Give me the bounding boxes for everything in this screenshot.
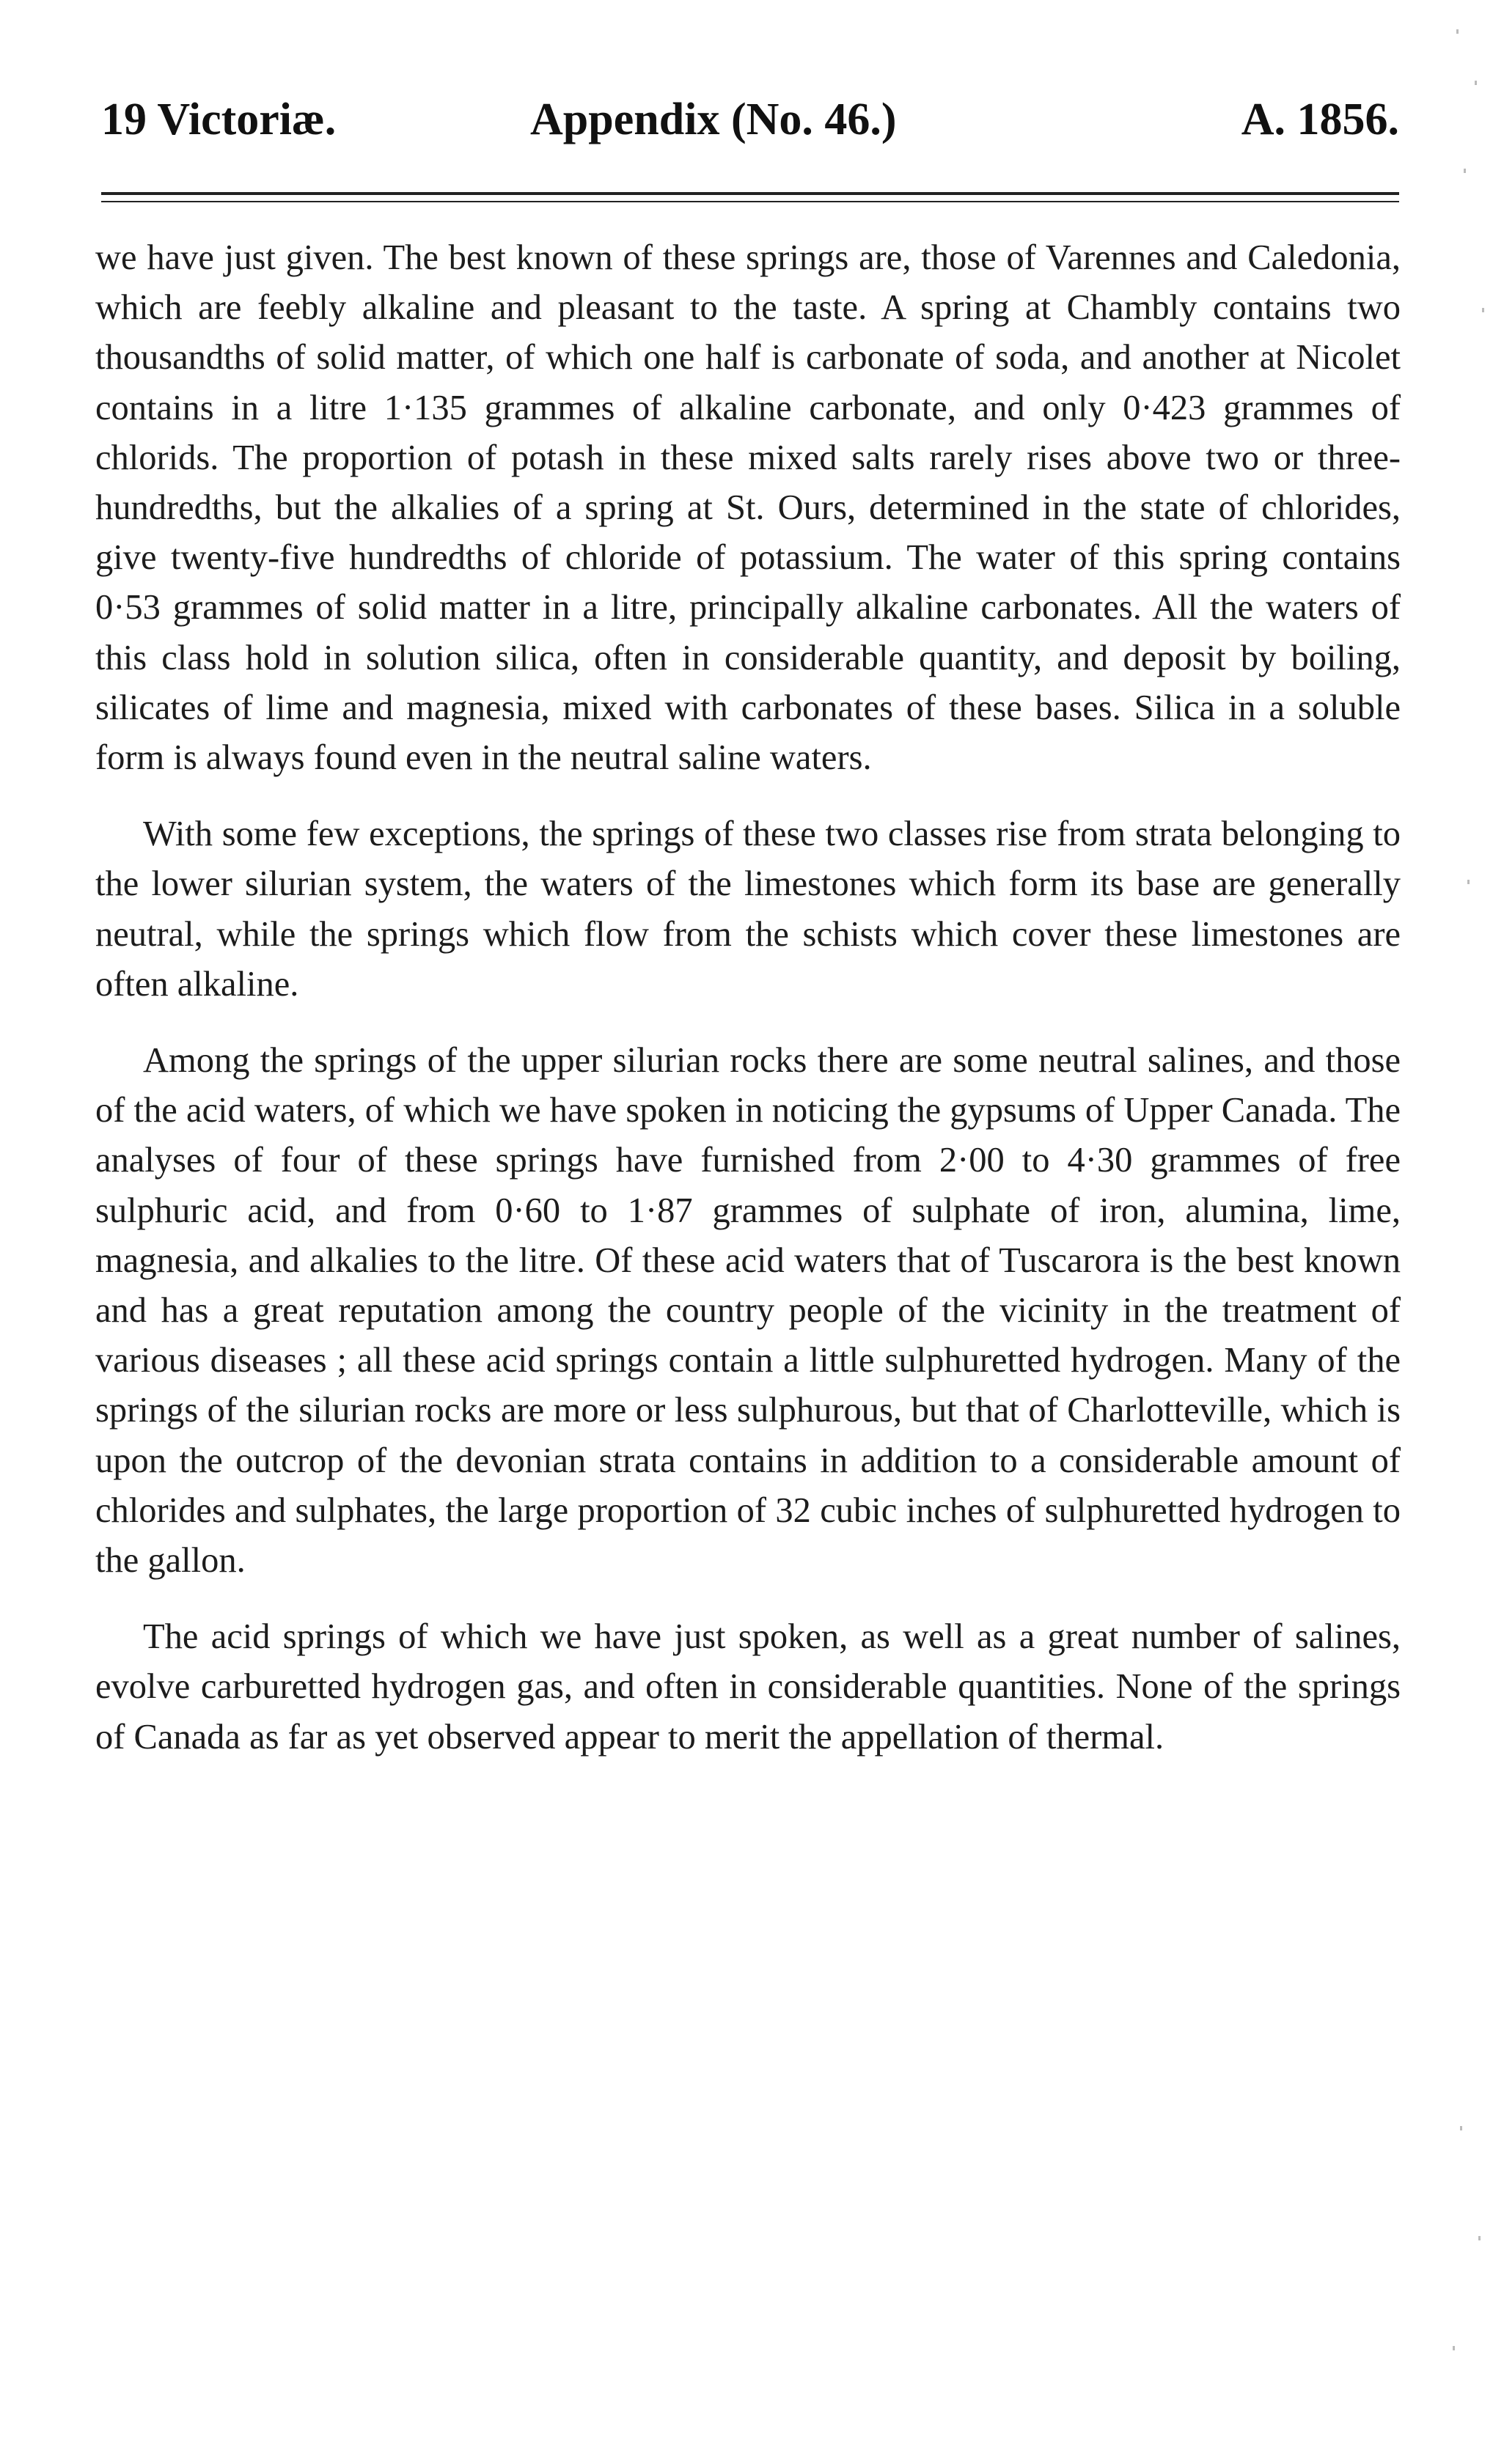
- header-appendix: Appendix (No. 46.): [530, 95, 897, 144]
- paragraph-continued: we have just given. The best known of these springs are, those of Varennes and Caledonia, which are feebly alkaline and pleasant to the taste. A spring at Chambly contains two thousandths of solid matter, of which one half is carbonate of soda, and another at Nicolet contains in a litre 1·135 grammes of alkaline carbonate, and only 0·423 grammes of chlorids. The proportion of potash in these mixed salts rarely rises above two or three-hundredths, but the alkalies of a spring at St. Ours, determined in the state of chlorides, give twenty-five hundredths of chloride of potassium. The water of this spring contains 0·53 grammes of solid matter in a litre, principally alkaline carbonates. All the waters of this class hold in solution silica, often in considerable quantity, and deposit by boiling, silicates of lime and magnesia, mixed with carbonates of these bases. Silica in a soluble form is always found even in the neutral saline waters.: [95, 238, 1401, 778]
- speck: [1467, 880, 1470, 884]
- header-year: A. 1856.: [1241, 95, 1399, 144]
- scan-margin-specks: [1442, 0, 1493, 2464]
- speck: [1478, 2236, 1481, 2240]
- page-body: [95, 233, 1401, 1762]
- header-rule-thick: [101, 192, 1399, 195]
- header-session: 19 Victoriæ.: [101, 95, 337, 144]
- speck: [1460, 2126, 1462, 2130]
- speck: [1453, 2346, 1455, 2350]
- speck: [1456, 29, 1459, 34]
- paragraph-acid-springs: The acid springs of which we have just spoken, as well as a great number of salines, evolve carburetted hydrogen gas, and often in considerable quantities. None of the springs of Canada as far as yet observed appear to merit the appellation of thermal.: [95, 1617, 1401, 1757]
- paragraph-upper-silurian: Among the springs of the upper silurian rocks there are some neutral salines, and those of the acid waters, of which we have spoken in noticing the gypsums of Upper Canada. The analyses of four of these springs have furnished from 2·00 to 4·30 grammes of free sulphuric acid, and from 0·60 to 1·87 grammes of sulphate of iron, alumina, lime, magnesia, and alkalies to the litre. Of these acid waters that of Tuscarora is the best known and has a great reputation among the country people of the vicinity in the treatment of various diseases ; all these acid springs contain a little sulphuretted hydrogen. Many of the springs of the silurian rocks are more or less sulphurous, but that of Charlotteville, which is upon the outcrop of the devonian strata contains in addition to a considerable amount of chlorides and sulphates, the large proportion of 32 cubic inches of sulphuretted hydrogen to the gallon.: [95, 1041, 1401, 1581]
- paragraph-strata: With some few exceptions, the springs of these two classes rise from strata belonging to the lower silurian system, the waters of the limestones which form its base are generally neutral, while the springs which flow from the schists which cover these limestones are often alkaline.: [95, 814, 1401, 1004]
- speck: [1482, 308, 1484, 312]
- running-header: [101, 87, 1399, 152]
- speck: [1464, 169, 1466, 173]
- header-rule-thin: [101, 201, 1399, 202]
- speck: [1475, 81, 1477, 85]
